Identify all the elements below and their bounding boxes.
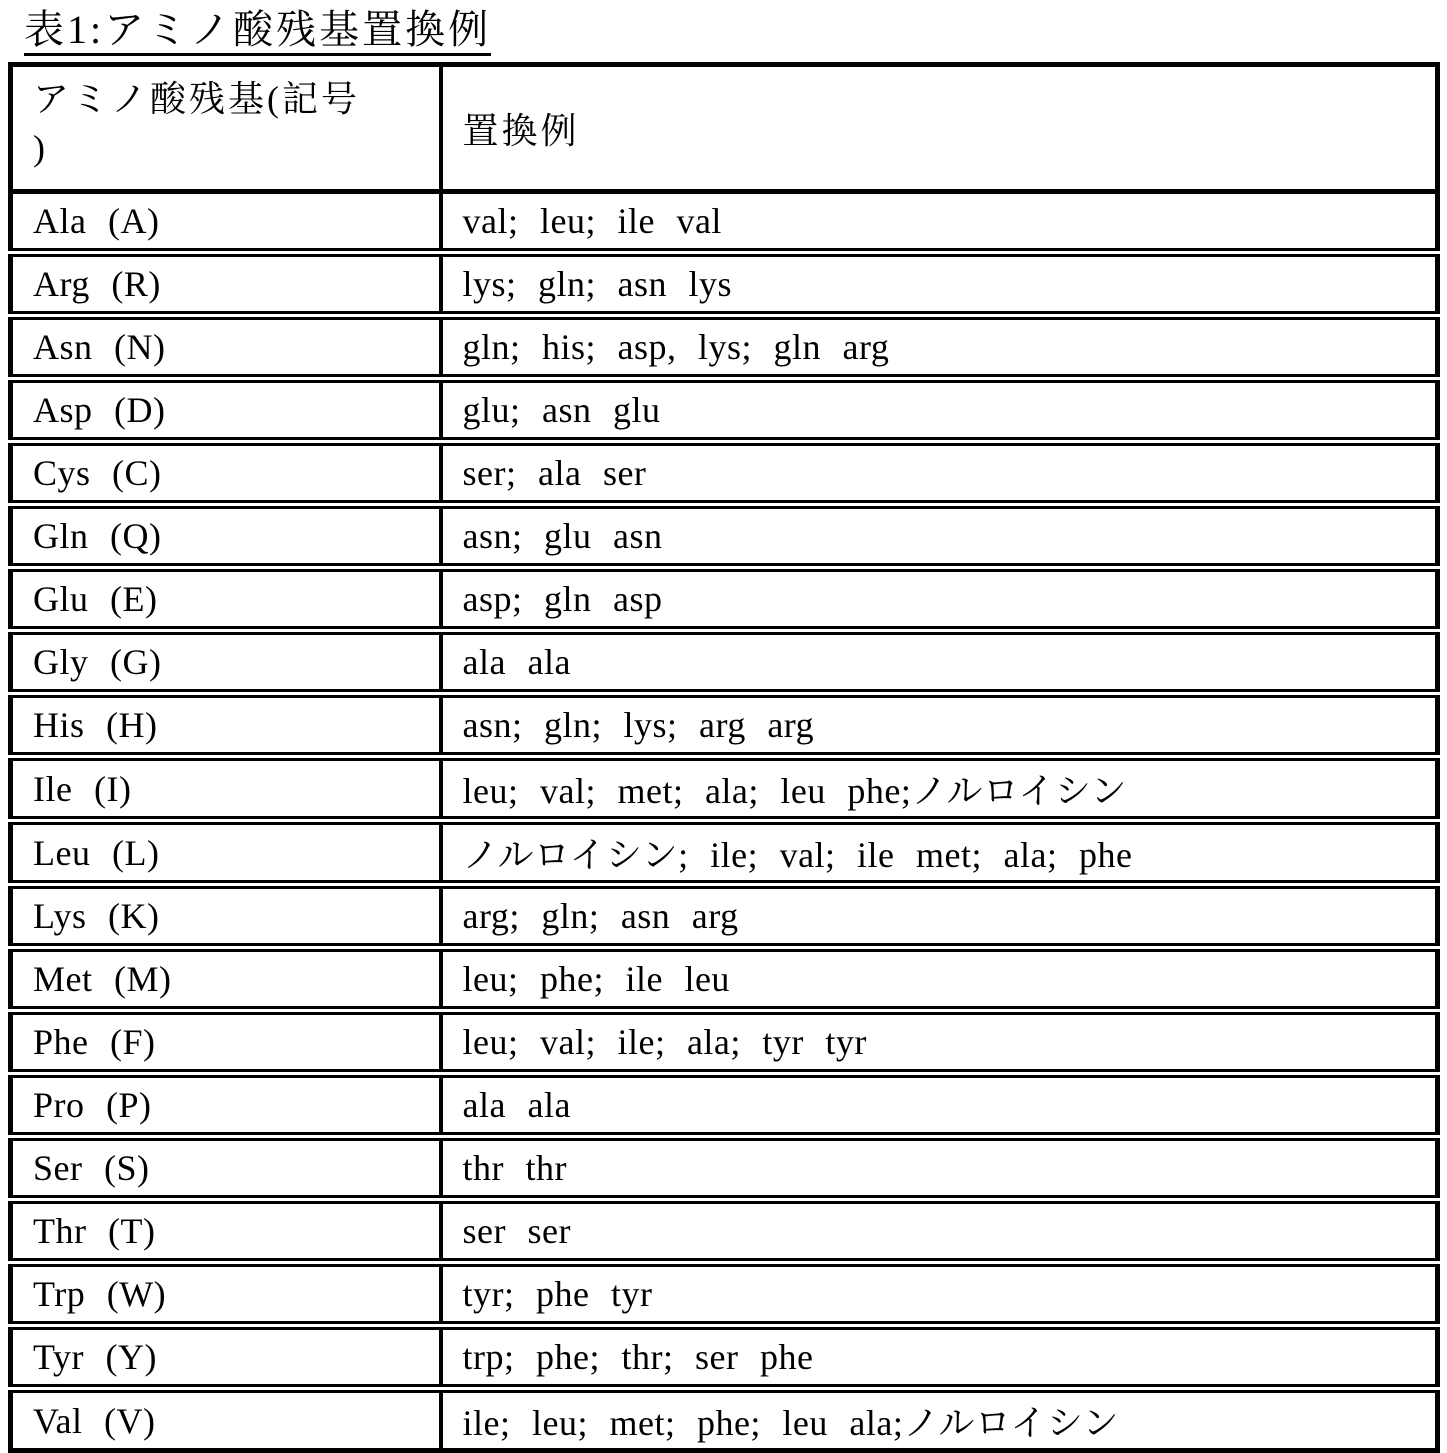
residue-cell: Phe (F) — [11, 1011, 441, 1074]
residue-cell: Ile (I) — [11, 757, 441, 821]
table-row — [11, 1011, 1438, 1074]
table-row — [11, 821, 1438, 885]
table-row — [11, 1074, 1438, 1137]
residue-cell: Gly (G) — [11, 631, 441, 694]
table-row — [11, 757, 1438, 821]
substitution-cell: ser; ala ser — [462, 453, 647, 493]
substitution-cell: leu; val; ile; ala; tyr tyr — [462, 1022, 867, 1062]
substitution-cell: tyr; phe tyr — [462, 1274, 653, 1314]
substitution-cell: thr thr — [462, 1148, 567, 1188]
substitution-cell: trp; phe; thr; ser phe — [462, 1337, 814, 1377]
header-row — [11, 65, 1438, 192]
header-residue: アミノ酸残基(記号 ) — [11, 65, 441, 192]
table-title: 表1:アミノ酸残基置換例 — [24, 8, 491, 56]
substitution-cell: ile; leu; met; phe; leu ala;ノルロイシン — [462, 1403, 1119, 1443]
substitution-cell: ala ala — [462, 1085, 571, 1125]
table-row — [11, 253, 1438, 316]
table-row — [11, 1200, 1438, 1263]
residue-cell: Arg (R) — [11, 253, 441, 316]
amino-acid-substitution-table — [8, 62, 1440, 1453]
table-row — [11, 631, 1438, 694]
residue-cell: Trp (W) — [11, 1263, 441, 1326]
substitution-cell: leu; val; met; ala; leu phe;ノルロイシン — [462, 771, 1127, 811]
table-row — [11, 694, 1438, 757]
residue-cell: Leu (L) — [11, 821, 441, 885]
residue-cell: Met (M) — [11, 948, 441, 1011]
table-row — [11, 192, 1438, 253]
residue-cell: Tyr (Y) — [11, 1326, 441, 1389]
substitution-cell: ser ser — [462, 1211, 571, 1251]
substitution-cell: ノルロイシン; ile; val; ile met; ala; phe — [462, 835, 1133, 875]
header-substitution: 置換例 — [462, 110, 580, 151]
table-row — [11, 505, 1438, 568]
residue-cell: Glu (E) — [11, 568, 441, 631]
residue-cell: Lys (K) — [11, 885, 441, 948]
table-row — [11, 948, 1438, 1011]
table-row — [11, 316, 1438, 379]
substitution-cell: glu; asn glu — [462, 390, 661, 430]
residue-cell: Val (V) — [11, 1389, 441, 1451]
residue-cell: Asp (D) — [11, 379, 441, 442]
residue-cell: Gln (Q) — [11, 505, 441, 568]
residue-cell: Pro (P) — [11, 1074, 441, 1137]
table-row — [11, 1137, 1438, 1200]
substitution-cell: gln; his; asp, lys; gln arg — [462, 327, 890, 367]
substitution-cell: leu; phe; ile leu — [462, 959, 730, 999]
table-row — [11, 1326, 1438, 1389]
table-row — [11, 885, 1438, 948]
residue-cell: Cys (C) — [11, 442, 441, 505]
table-row — [11, 1263, 1438, 1326]
residue-cell: Ala (A) — [11, 192, 441, 253]
substitution-cell: lys; gln; asn lys — [462, 264, 733, 304]
residue-cell: His (H) — [11, 694, 441, 757]
substitution-cell: val; leu; ile val — [462, 201, 722, 241]
substitution-cell: asn; glu asn — [462, 516, 663, 556]
substitution-cell: asp; gln asp — [462, 579, 663, 619]
table-row — [11, 379, 1438, 442]
table-row — [11, 568, 1438, 631]
residue-cell: Thr (T) — [11, 1200, 441, 1263]
table-row — [11, 442, 1438, 505]
residue-cell: Ser (S) — [11, 1137, 441, 1200]
substitution-cell: arg; gln; asn arg — [462, 896, 739, 936]
substitution-cell: asn; gln; lys; arg arg — [462, 705, 815, 745]
residue-cell: Asn (N) — [11, 316, 441, 379]
table-row — [11, 1389, 1438, 1451]
substitution-cell: ala ala — [462, 642, 571, 682]
